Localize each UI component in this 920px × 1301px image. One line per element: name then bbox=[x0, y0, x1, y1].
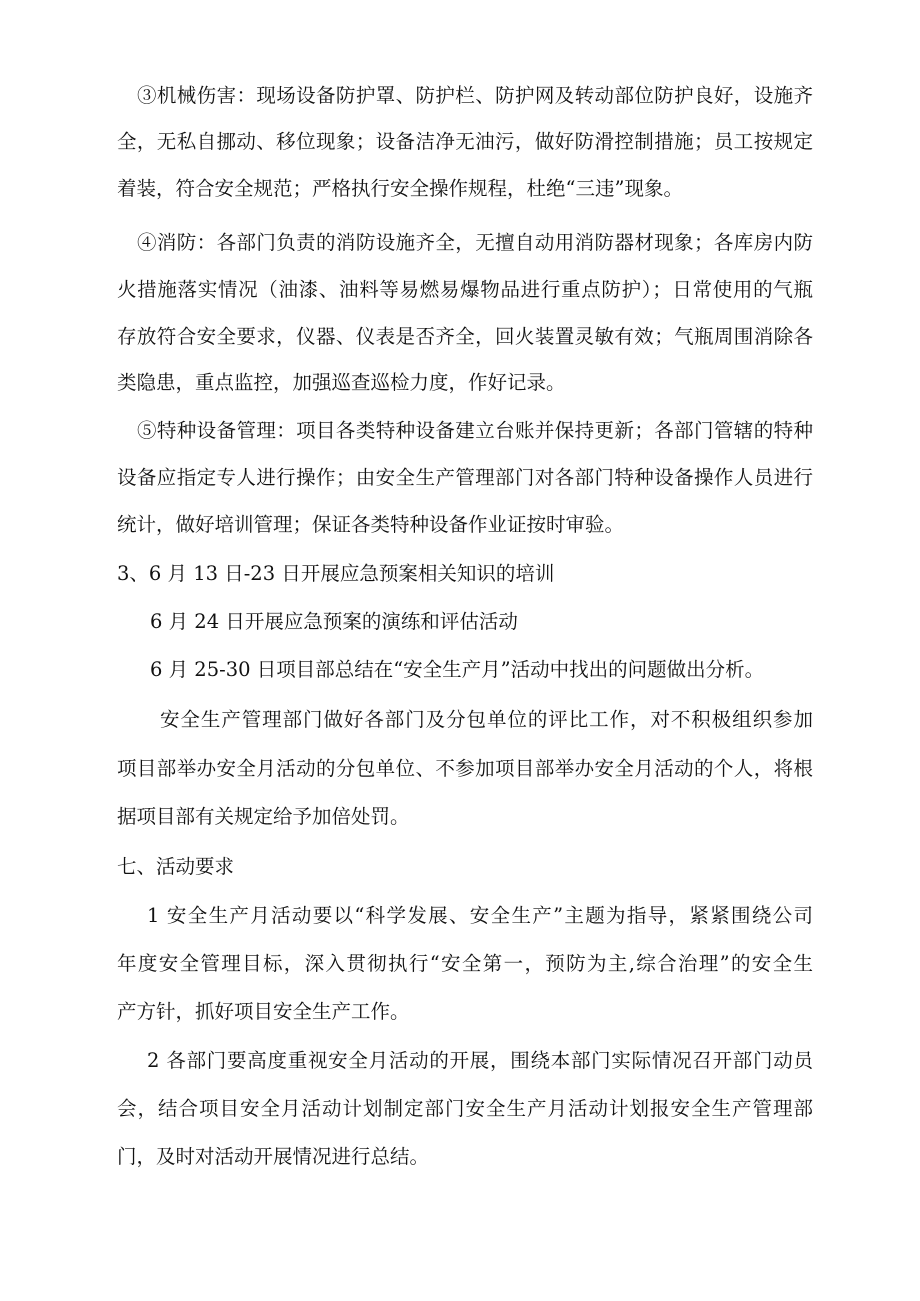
paragraph-evaluation-line-3: 据项目部有关规定给予加倍处罚。 bbox=[117, 805, 410, 828]
paragraph-special-equipment-line-3: 统计，做好培训管理；保证各类特种设备作业证按时审验。 bbox=[117, 513, 625, 536]
paragraph-evaluation-line-1: 安全生产管理部门做好各部门及分包单位的评比工作，对不积极组织参加 bbox=[160, 708, 813, 731]
schedule-summary-line: 6 月 25-30 日项目部总结在“安全生产月”活动中找出的问题做出分析。 bbox=[150, 658, 765, 681]
schedule-training-line: 3、6 月 13 日-23 日开展应急预案相关知识的培训 bbox=[117, 562, 555, 585]
paragraph-requirement-1-line-2: 年度安全管理目标，深入贯彻执行“安全第一，预防为主,综合治理”的安全生 bbox=[117, 952, 813, 975]
paragraph-requirement-1-line-1: 1 安全生产月活动要以“科学发展、安全生产”主题为指导，紧紧围绕公司 bbox=[147, 904, 813, 927]
paragraph-fire-protection-line-2: 火措施落实情况（油漆、油料等易燃易爆物品进行重点防护）；日常使用的气瓶 bbox=[117, 278, 813, 301]
paragraph-requirement-2-line-3: 门，及时对活动开展情况进行总结。 bbox=[117, 1145, 430, 1168]
paragraph-requirement-2-line-1: 2 各部门要高度重视安全月活动的开展，围绕本部门实际情况召开部门动员 bbox=[147, 1049, 813, 1072]
paragraph-fire-protection-line-4: 类隐患，重点监控，加强巡查巡检力度，作好记录。 bbox=[117, 371, 566, 394]
paragraph-mechanical-injury-line-2: 全，无私自挪动、移位现象；设备洁净无油污，做好防滑控制措施；员工按规定 bbox=[117, 130, 813, 153]
paragraph-special-equipment-line-1: ⑤特种设备管理：项目各类特种设备建立台账并保持更新；各部门管辖的特种 bbox=[137, 419, 813, 442]
paragraph-requirement-1-line-3: 产方针，抓好项目安全生产工作。 bbox=[117, 1000, 410, 1023]
schedule-drill-line: 6 月 24 日开展应急预案的演练和评估活动 bbox=[150, 610, 518, 633]
paragraph-evaluation-line-2: 项目部举办安全月活动的分包单位、不参加项目部举办安全月活动的个人，将根 bbox=[117, 757, 813, 780]
paragraph-mechanical-injury-line-3: 着装，符合安全规范；严格执行安全操作规程，杜绝“三违”现象。 bbox=[117, 177, 683, 200]
paragraph-requirement-2-line-2: 会，结合项目安全月活动计划制定部门安全生产月活动计划报安全生产管理部 bbox=[117, 1097, 813, 1120]
paragraph-fire-protection-line-3: 存放符合安全要求，仪器、仪表是否齐全，回火装置灵敏有效；气瓶周围消除各 bbox=[117, 325, 813, 348]
paragraph-mechanical-injury-line-1: ③机械伤害：现场设备防护罩、防护栏、防护网及转动部位防护良好，设施齐 bbox=[137, 84, 813, 107]
paragraph-fire-protection-line-1: ④消防：各部门负责的消防设施齐全，无擅自动用消防器材现象；各库房内防 bbox=[137, 231, 813, 254]
paragraph-special-equipment-line-2: 设备应指定专人进行操作；由安全生产管理部门对各部门特种设备操作人员进行 bbox=[117, 466, 813, 489]
section-heading-activity-requirements: 七、活动要求 bbox=[117, 855, 235, 878]
